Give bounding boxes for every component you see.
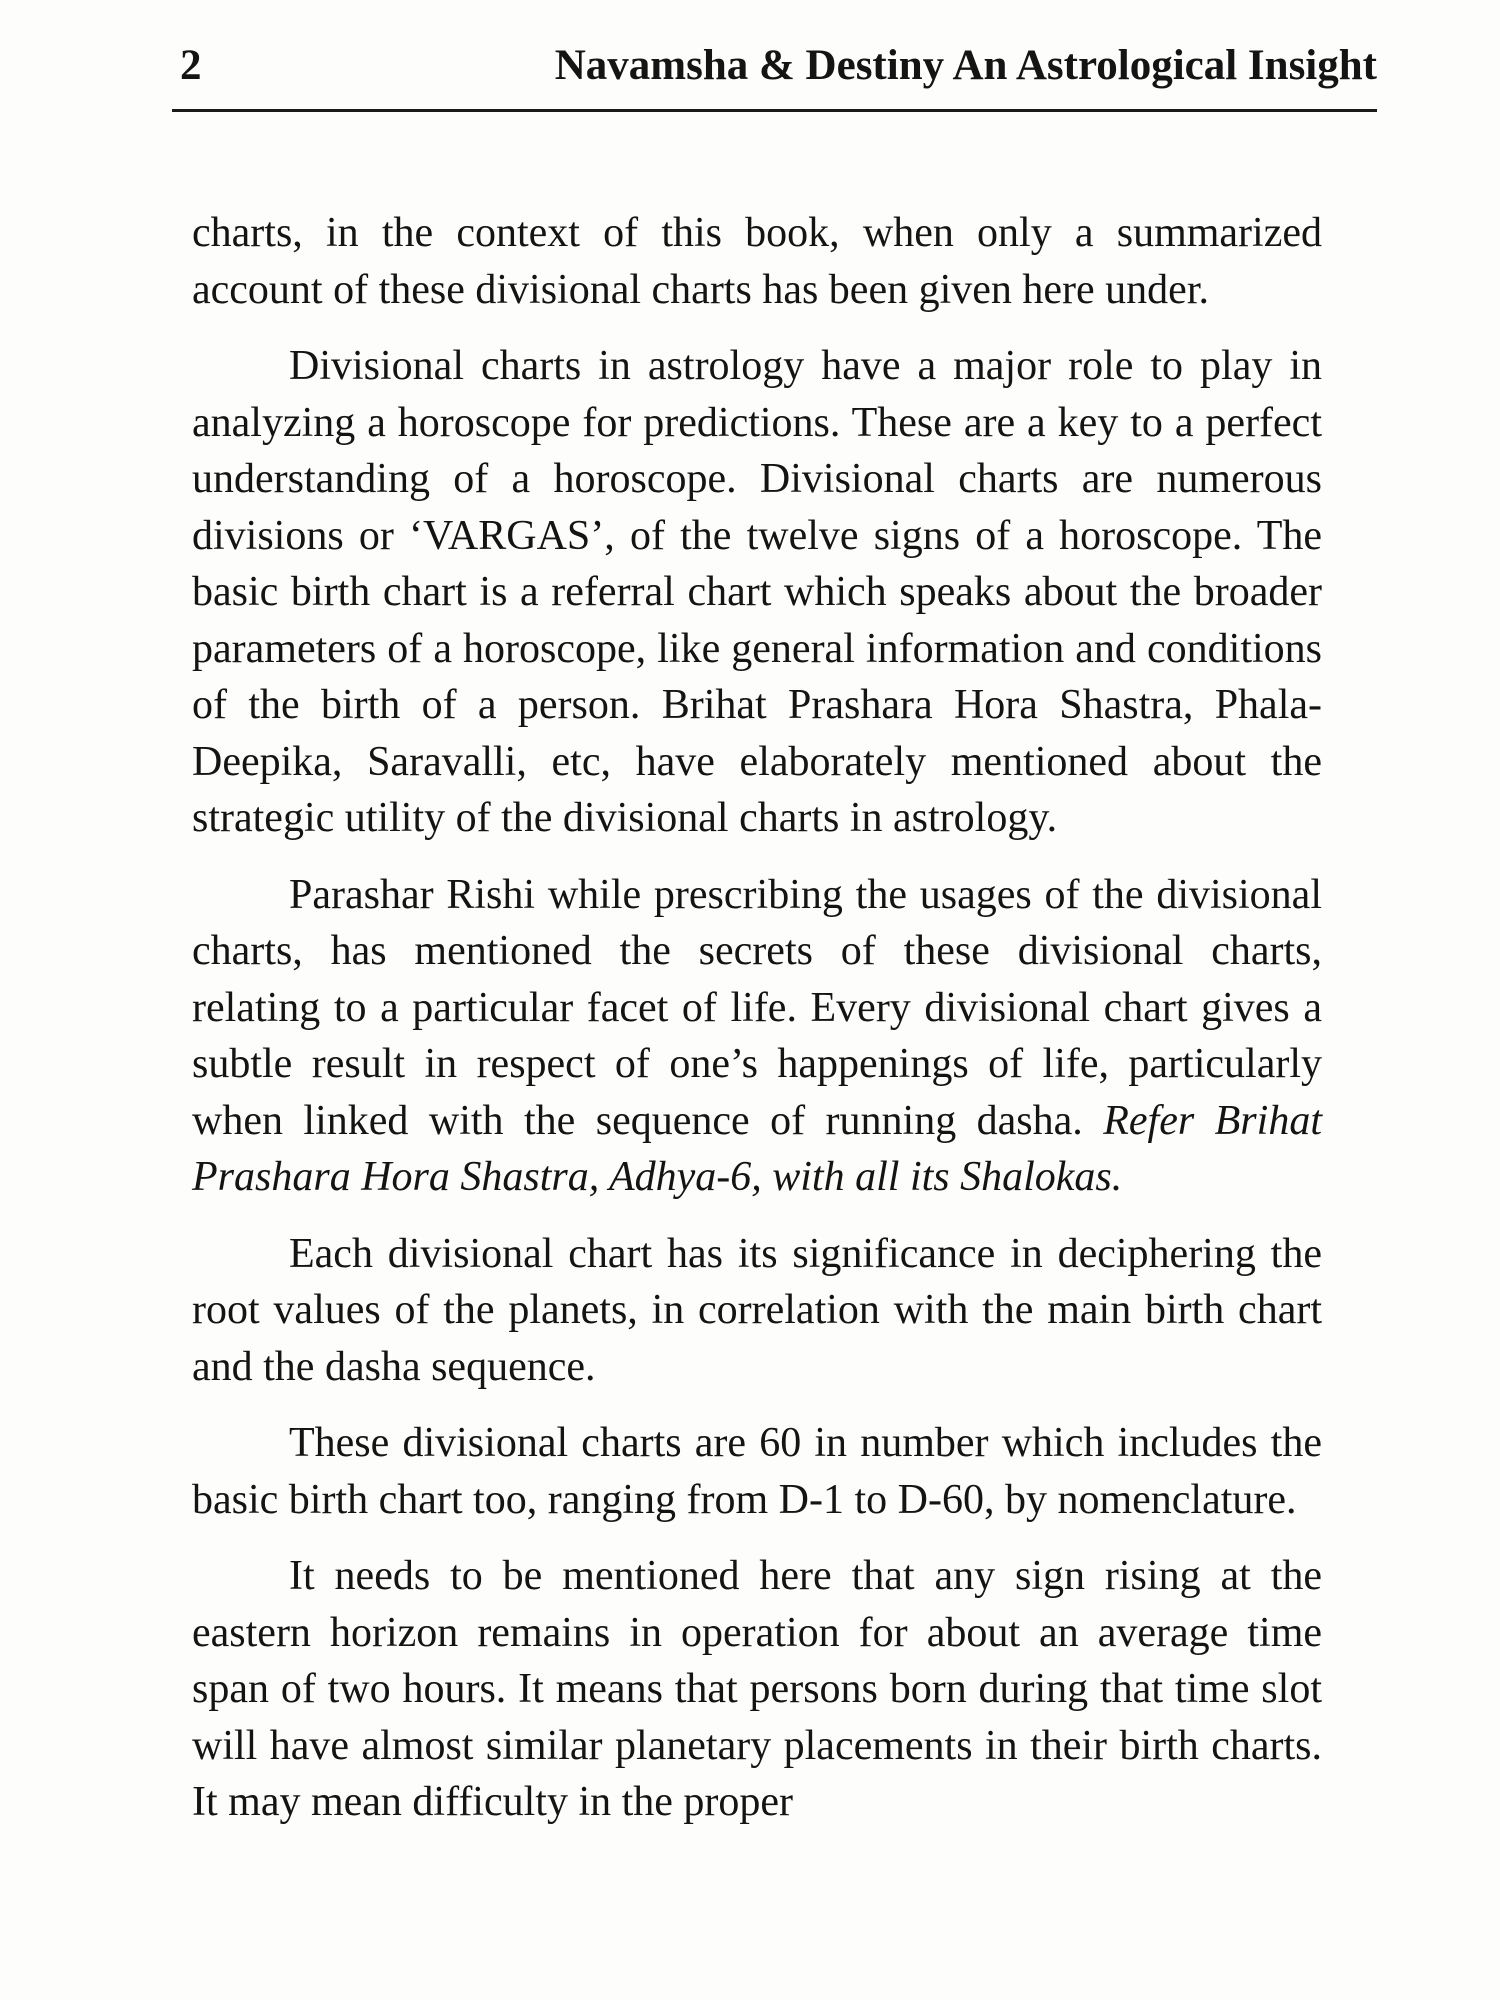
header-rule <box>172 109 1377 112</box>
paragraph-significance: Each divisional chart has its significance in deciphering the root values of the planets, in correlation with the main birth chart and the dasha sequence. <box>192 1230 1322 1390</box>
paragraph-divisional-charts-role: Divisional charts in astrology have a major role to play in analyzing a horoscope for predictions. These are a key to a perfect understanding of a horoscope. Divisional charts are numerous divisions or ‘VARGAS’, of the twelve signs of a horoscope. The basic birth chart is a referral chart which speaks about the broader parameters of a horoscope, like general information and conditions of the birth of a person. Brihat Prashara Hora Shastra, Phala-Deepika, Saravalli, etc, have elaborately mentioned about the strategic utility of the divisional charts in astrology. <box>192 343 1322 841</box>
page-number: 2 <box>180 42 202 89</box>
paragraph-parashar-rishi <box>192 867 1322 1206</box>
paragraph-parashar-text: Parashar Rishi while prescribing the usages of the divisional charts, has mentioned the secrets of these divisional charts, relating to a particular facet of life. Every divisional chart gives a subtle result in respect of one’s happenings of life, particularly when linked with the sequence of running dasha. <box>192 871 1322 1144</box>
page-header <box>172 36 1377 96</box>
paragraph-eastern-horizon: It needs to be mentioned here that any sign rising at the eastern horizon remains in operation for about an average time span of two hours. It means that persons born during that time slot will have almost similar planetary placements in their birth charts. It may mean difficulty in the proper <box>192 1553 1322 1825</box>
running-title: Navamsha & Destiny An Astrological Insight <box>554 42 1377 89</box>
paragraph-continuation: charts, in the context of this book, when only a summarized account of these divisional charts has been given here under. <box>192 210 1322 313</box>
body-text <box>192 205 1322 1831</box>
paragraph-sixty-charts: These divisional charts are 60 in number which includes the basic birth chart too, ranging from D-1 to D-60, by nomenclature. <box>192 1420 1322 1523</box>
reference-citation: Refer Brihat Prashara Hora Shastra, Adhya-6, with all its Shalokas. <box>192 1097 1322 1200</box>
